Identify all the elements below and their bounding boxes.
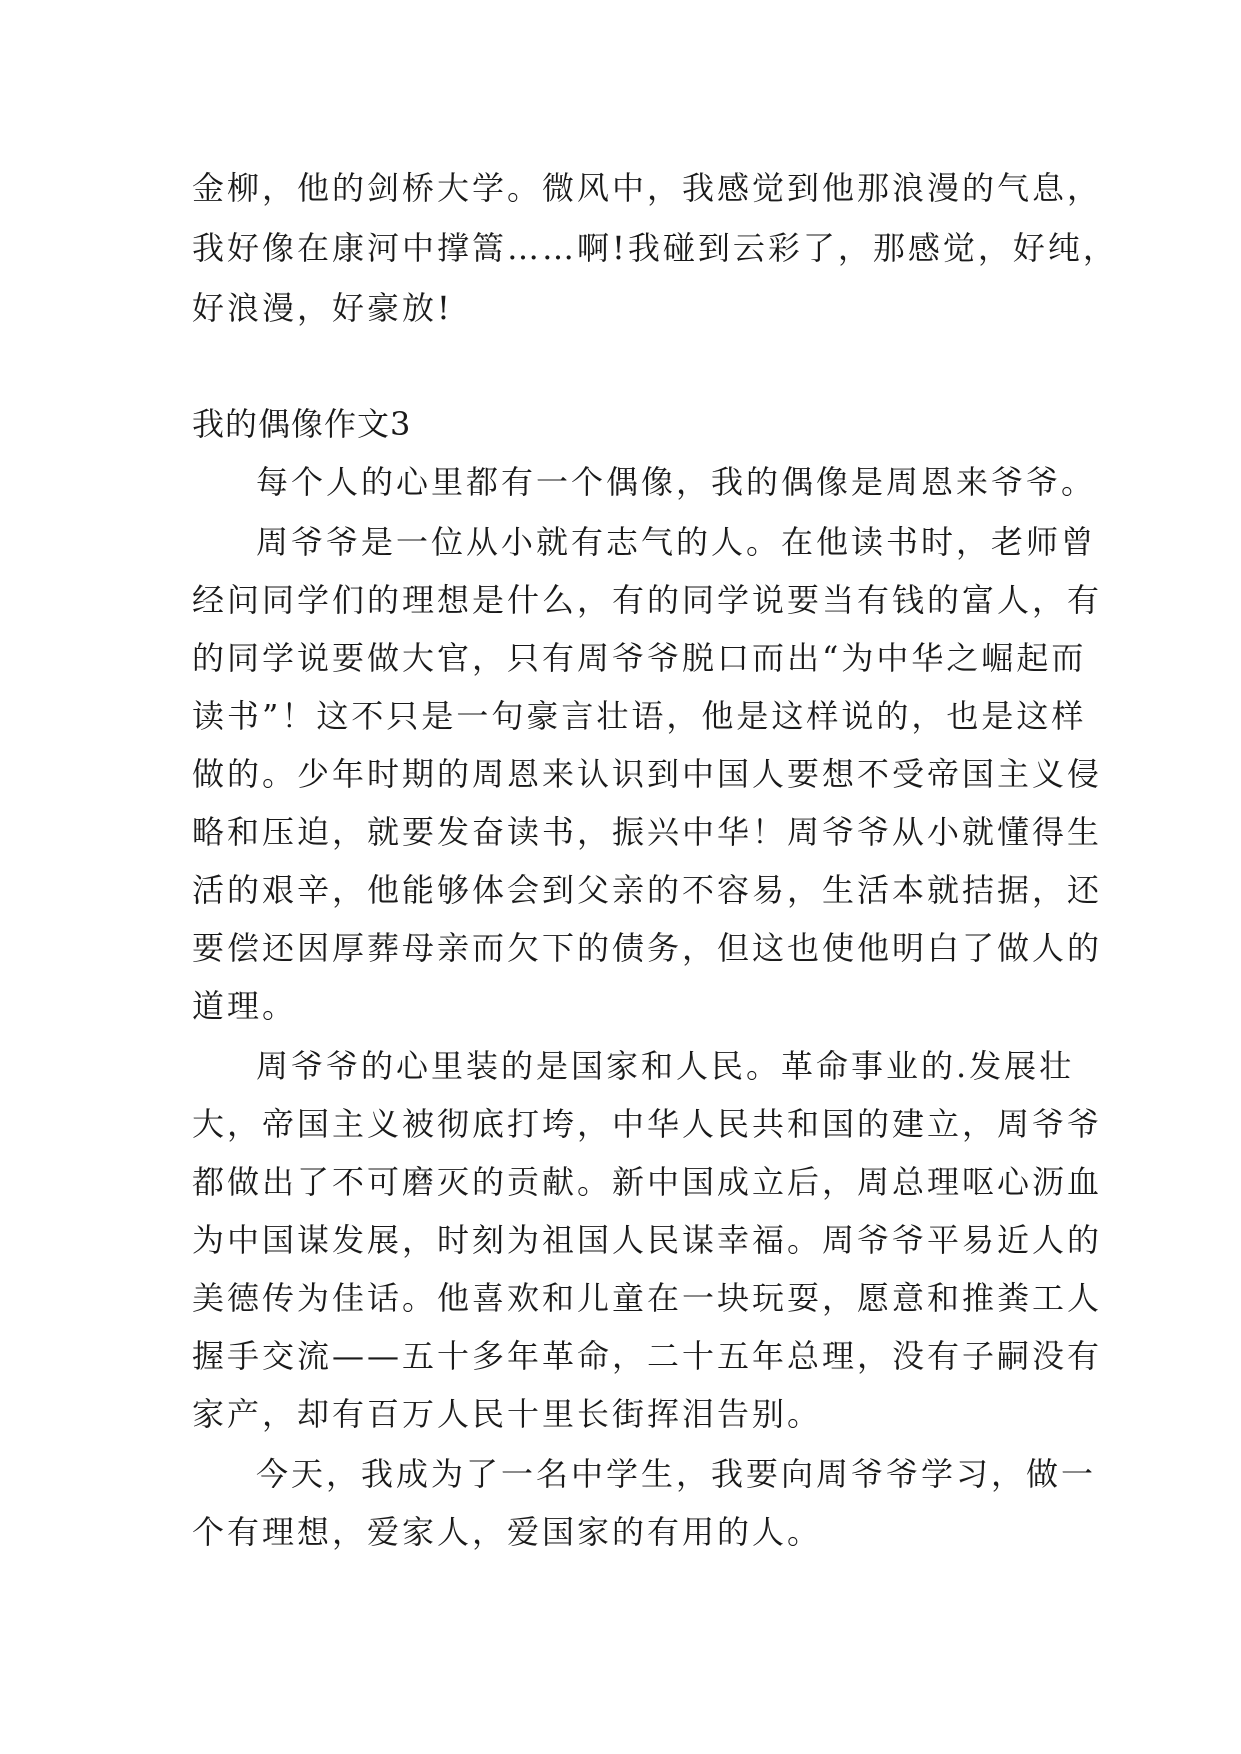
text-line: 好浪漫，好豪放! <box>192 289 453 327</box>
text-line: 都做出了不可磨灭的贡献。新中国成立后，周总理呕心沥血 <box>192 1163 1103 1201</box>
text-line: 我好像在康河中撑篙……啊!我碰到云彩了，那感觉，好纯， <box>192 229 1118 267</box>
text-line: 周爷爷是一位从小就有志气的人。在他读书时，老师曾 <box>256 523 1097 561</box>
text-line: 要偿还因厚葬母亲而欠下的债务，但这也使他明白了做人的 <box>192 929 1103 967</box>
text-line: 的同学说要做大官，只有周爷爷脱口而出“为中华之崛起而 <box>192 639 1087 677</box>
text-line: 美德传为佳话。他喜欢和儿童在一块玩耍，愿意和推粪工人 <box>192 1279 1103 1317</box>
text-line: 为中国谋发展，时刻为祖国人民谋幸福。周爷爷平易近人的 <box>192 1221 1103 1259</box>
text-line: 金柳，他的剑桥大学。微风中，我感觉到他那浪漫的气息， <box>192 169 1103 207</box>
text-line: 周爷爷的心里装的是国家和人民。革命事业的.发展壮 <box>256 1047 1075 1085</box>
text-line: 活的艰辛，他能够体会到父亲的不容易，生活本就拮据，还 <box>192 871 1103 909</box>
text-line: 今天，我成为了一名中学生，我要向周爷爷学习，做一 <box>256 1455 1097 1493</box>
text-line: 每个人的心里都有一个偶像，我的偶像是周恩来爷爷。 <box>256 463 1097 501</box>
text-line: 经问同学们的理想是什么，有的同学说要当有钱的富人，有 <box>192 581 1103 619</box>
essay-title: 我的偶像作文3 <box>192 405 412 443</box>
text-line: 略和压迫，就要发奋读书，振兴中华！周爷爷从小就懂得生 <box>192 813 1103 851</box>
text-line: 读书”！这不只是一句豪言壮语，他是这样说的，也是这样 <box>192 697 1087 735</box>
text-line: 道理。 <box>192 987 298 1025</box>
text-line: 家产，却有百万人民十里长街挥泪告别。 <box>192 1395 823 1433</box>
text-line: 握手交流——五十多年革命，二十五年总理，没有子嗣没有 <box>192 1337 1103 1375</box>
text-line: 大，帝国主义被彻底打垮，中华人民共和国的建立，周爷爷 <box>192 1105 1103 1143</box>
text-line: 做的。少年时期的周恩来认识到中国人要想不受帝国主义侵 <box>192 755 1103 793</box>
text-line: 个有理想，爱家人，爱国家的有用的人。 <box>192 1513 823 1551</box>
